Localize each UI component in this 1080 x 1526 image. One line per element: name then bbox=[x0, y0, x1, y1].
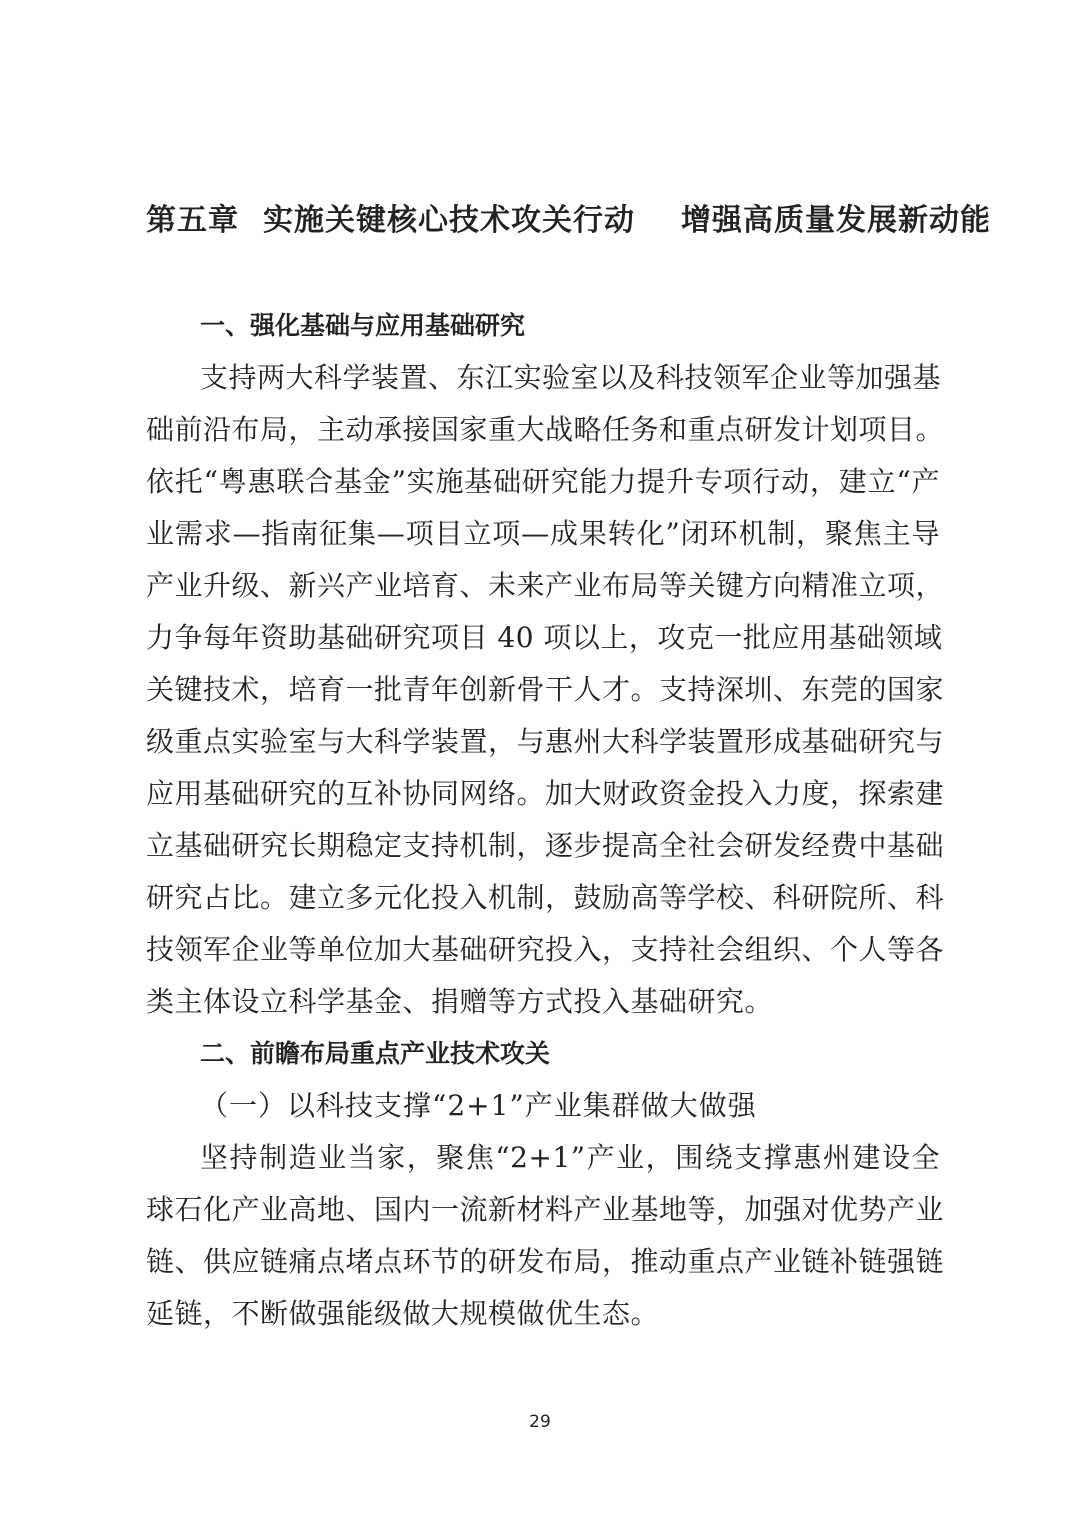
chapter-title-part2: 增强高质量发展新动能 bbox=[681, 203, 991, 238]
paragraph-line: 力争每年资助基础研究项目 40 项以上，攻克一批应用基础领域 bbox=[146, 621, 943, 654]
section2-subheading: （一）以科技支撑“2+1”产业集群做大做强 bbox=[200, 1089, 757, 1122]
paragraph-line: 级重点实验室与大科学装置，与惠州大科学装置形成基础研究与 bbox=[146, 725, 945, 758]
paragraph-line: 链、供应链痛点堵点环节的研发布局，推动重点产业链补链强链 bbox=[146, 1245, 945, 1278]
paragraph-line: 坚持制造业当家，聚焦“2+1”产业，围绕支撑惠州建设全 bbox=[200, 1141, 940, 1174]
paragraph-line: 研究占比。建立多元化投入机制，鼓励高等学校、科研院所、科 bbox=[146, 881, 945, 914]
paragraph-line: 球石化产业高地、国内一流新材料产业基地等，加强对优势产业 bbox=[146, 1193, 945, 1226]
paragraph-line: 依托“粤惠联合基金”实施基础研究能力提升专项行动，建立“产 bbox=[146, 465, 940, 498]
chapter-label: 第五章 bbox=[146, 203, 239, 238]
paragraph-line: 支持两大科学装置、东江实验室以及科技领军企业等加强基 bbox=[200, 361, 942, 394]
paragraph-line: 关键技术，培育一批青年创新骨干人才。支持深圳、东莞的国家 bbox=[146, 673, 945, 706]
paragraph-line: 延链，不断做强能级做大规模做优生态。 bbox=[146, 1297, 660, 1330]
section1-heading: 一、强化基础与应用基础研究 bbox=[200, 311, 526, 340]
chapter-title bbox=[146, 196, 991, 246]
paragraph-line: 产业升级、新兴产业培育、未来产业布局等关键方向精准立项， bbox=[146, 569, 945, 602]
page-number: 29 bbox=[529, 1412, 551, 1432]
paragraph-line: 技领军企业等单位加大基础研究投入，支持社会组织、个人等各 bbox=[146, 933, 945, 966]
paragraph-line: 应用基础研究的互补协同网络。加大财政资金投入力度，探索建 bbox=[146, 777, 945, 810]
paragraph-line: 业需求—指南征集—项目立项—成果转化”闭环机制，聚焦主导 bbox=[146, 517, 940, 550]
paragraph-line: 立基础研究长期稳定支持机制，逐步提高全社会研发经费中基础 bbox=[146, 829, 945, 862]
section2-heading: 二、前瞻布局重点产业技术攻关 bbox=[200, 1039, 551, 1068]
chapter-title-part1: 实施关键核心技术攻关行动 bbox=[263, 203, 635, 238]
paragraph-line: 础前沿布局，主动承接国家重大战略任务和重点研发计划项目。 bbox=[146, 413, 945, 446]
paragraph-line: 类主体设立科学基金、捐赠等方式投入基础研究。 bbox=[146, 985, 774, 1018]
